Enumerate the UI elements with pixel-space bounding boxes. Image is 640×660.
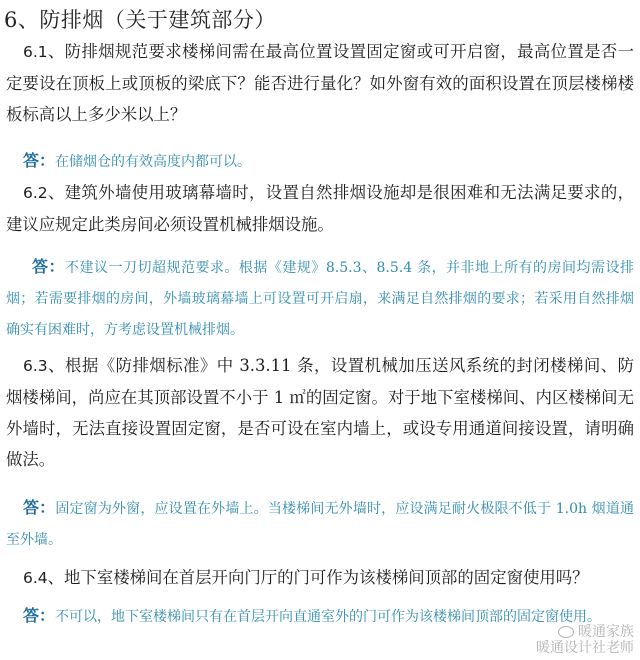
question-number: 6.1 [23,43,48,61]
answer-6-1 [6,145,634,178]
question-6-4 [6,562,634,594]
answer-text: 不建议一刀切超规范要求。根据《建规》8.5.3、8.5.4 条，并非地上所有的房间均需设排烟；若需要排烟的房间，外墙玻璃幕墙上可设置可开启扇，来满足自然排烟的要求；若采用自然排烟确实有困难时，方考虑设置机械排烟。 [6,260,634,338]
watermark-line2: 暖通设计社老师 [536,640,634,656]
question-text: 、地下室楼梯间在首层开向门厅的门可作为该楼梯间顶部的固定窗使用吗？ [47,568,589,587]
question-text: 、建筑外墙使用玻璃幕墙时，设置自然排烟设施却是很困难和无法满足要求的，建议应规定此类房间必须设置机械排烟设施。 [6,183,634,234]
answer-label: 答： [23,498,56,517]
answer-label: 答： [32,257,65,276]
answer-6-2 [6,251,634,346]
question-6-2 [6,177,634,240]
wechat-icon [558,626,574,638]
question-number: 6.2 [23,184,48,202]
question-text: 、根据《防排烟标准》中 3.3.11 条，设置机械加压送风系统的封闭楼梯间、防烟楼梯间，尚应在其顶部设置不小于 1 ㎡的固定窗。对于地下室楼梯间、内区楼梯间无外墙时，无法直接设置固定窗，是否可设在室内墙上，或设专用通道间接设置，请明确做法。 [6,356,634,469]
answer-label: 答： [23,151,56,170]
answer-label: 答： [23,606,56,625]
section-heading: 6、防排烟（关于建筑部分） [4,8,276,32]
question-text: 、防排烟规范要求楼梯间需在最高位置设置固定窗或可开启窗，最高位置是否一定要设在顶板上或顶板的梁底下？能否进行量化？如外窗有效的面积设置在顶层楼梯楼板标高以上多少米以上？ [6,42,634,124]
question-number: 6.4 [23,569,48,587]
question-6-1 [6,36,634,130]
question-number: 6.3 [23,357,48,375]
answer-text: 在储烟仓的有效高度内都可以。 [55,154,252,170]
answer-text: 不可以，地下室楼梯间只有在首层开向直通室外的门可作为该楼梯间顶部的固定窗使用。 [55,609,602,625]
answer-6-3 [6,492,634,556]
question-6-3 [6,350,634,475]
watermark [536,624,634,656]
answer-text: 固定窗为外窗，应设置在外墙上。当楼梯间无外墙时，应设满足耐火极限不低于 1.0h 烟道通至外墙。 [6,501,634,548]
watermark-line1: 暖通家族 [578,624,634,640]
